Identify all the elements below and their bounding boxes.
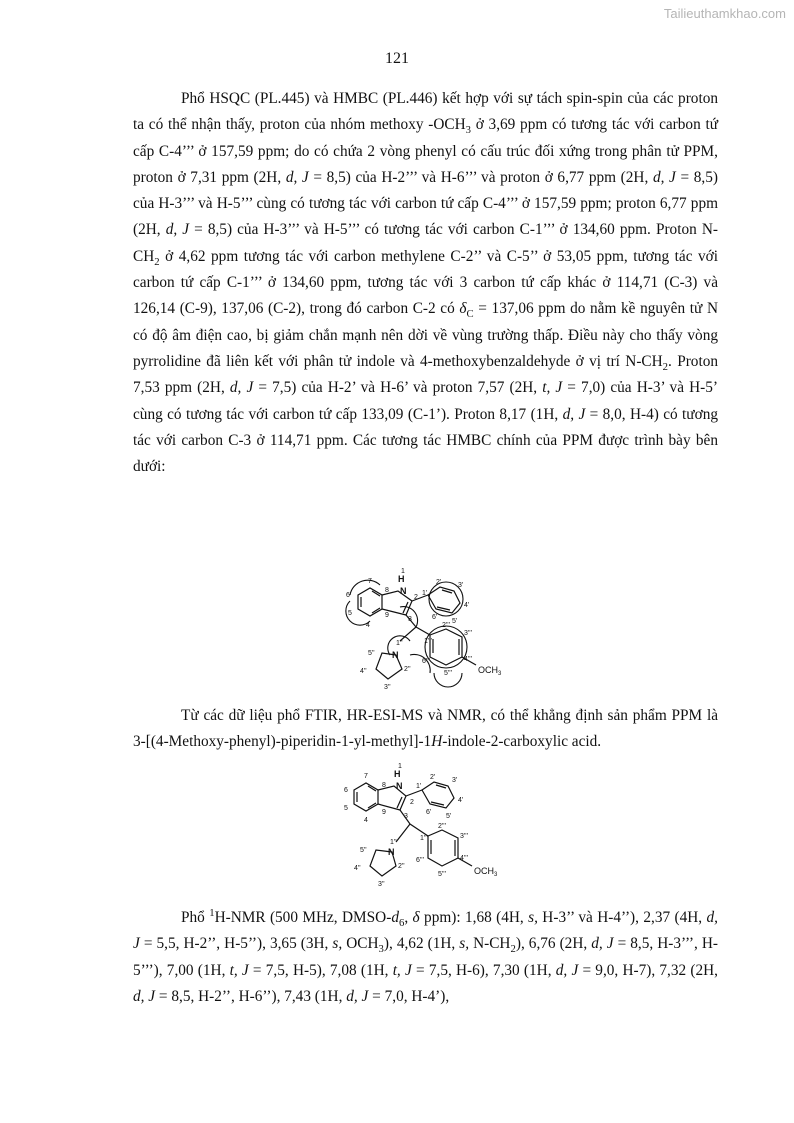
text-run: t, J <box>542 379 563 397</box>
atom-label: 5 <box>344 805 348 812</box>
paragraph-hmbc-analysis <box>133 86 718 480</box>
atom-label: 1' <box>416 783 422 790</box>
atom-label: 2''' <box>438 823 446 830</box>
atom-label: 9 <box>382 809 386 816</box>
text-run: C <box>466 308 474 321</box>
text-run: s, <box>528 909 538 926</box>
text-run: OCH <box>342 935 379 953</box>
text-run: = 8,5) của H-2’’’ và H-6’’’ và proton ở 6,77 ppm (2H, <box>308 168 653 186</box>
text-run: . Proton 7,53 ppm (2H, <box>133 352 718 397</box>
atom-label: 3'' <box>378 881 385 888</box>
text-run: d, J <box>133 909 718 953</box>
atom-label: 6''' <box>416 857 424 864</box>
atom-label: 2 <box>414 594 418 601</box>
text-run: t, J <box>392 961 412 979</box>
watermark: Tailieuthamkhao.com <box>663 6 786 21</box>
atom-label: 3''' <box>464 630 472 637</box>
text-run: d, J <box>555 961 579 979</box>
text-run: = 9,0, H-7), 7,32 (2H, <box>578 961 718 979</box>
indole-benzene-ring <box>354 783 378 811</box>
text-run: d, J <box>562 405 586 423</box>
text-run: H-NMR (500 MHz, DMSO- <box>214 909 392 926</box>
text-run: = 137,06 ppm do nằm kề nguyên tử N có độ âm điện cao, bị giảm chắn mạnh nên dời về vùng trường thấp. Điều này cho thấy vòng pyrrolidine đã liên kết với phân tử indole và 4-methoxybenzaldehyde ở vị trí N-CH <box>133 300 718 370</box>
atom-label: 1' <box>422 590 428 597</box>
text-run: = 7,0, H-4’), <box>368 987 450 1005</box>
text-run: 1 <box>209 906 215 919</box>
atom-label: 3' <box>458 582 464 589</box>
text-run: d, J <box>652 168 676 186</box>
text-run: ppm): 1,68 (4H, <box>419 909 529 926</box>
atom-label: 6 <box>346 592 350 599</box>
text-run: d, J <box>285 168 309 186</box>
page-number: 121 <box>385 50 409 67</box>
atom-label: 4 <box>366 622 370 629</box>
text-run: s, <box>459 935 470 953</box>
atom-label: 1 <box>398 763 402 770</box>
atom-label: 4'' <box>360 668 367 675</box>
atom-label: N <box>388 847 395 857</box>
text-run: = 8,0, H-4) có tương tác với carbon C-3 ở 114,71 ppm. Các tương tác HMBC chính của PPM được trình bày bên dưới: <box>133 405 718 476</box>
atom-label: 4'' <box>354 865 361 872</box>
atom-label: 8 <box>385 587 389 594</box>
text-run: d, J <box>346 987 369 1005</box>
methoxyphenyl-ring <box>430 629 462 665</box>
atom-label: 1'' <box>396 640 403 647</box>
text-run: d, J <box>165 221 190 239</box>
atom-label: 1''' <box>420 835 428 842</box>
text-run: d <box>391 909 399 926</box>
text-run: ở 4,62 ppm tương tác với carbon methylene C-2’’ và C-5’’ ở 53,05 ppm, tương tác với carbon tứ cấp C-1’’’ ở 134,60 ppm, tương tác với 3 carbon tứ cấp khác ở 114,71 (C-3) và 126,14 (C-9), 137,06 (C-2), trong đó carbon C-2 có <box>133 247 718 318</box>
paragraph-text <box>133 707 718 750</box>
text-run: 2 <box>662 361 669 374</box>
text-run: t, J <box>229 961 249 979</box>
atom-label: 3' <box>452 777 458 784</box>
atom-label: 5'' <box>368 650 375 657</box>
paragraph-text <box>133 90 718 475</box>
atom-label: 5 <box>348 610 352 617</box>
atom-label: 2' <box>430 774 436 781</box>
ppm-structure-figure <box>330 760 520 890</box>
text-run: 2 <box>510 943 516 956</box>
atom-label: 7 <box>368 578 372 585</box>
atom-label: 1''' <box>424 638 432 645</box>
text-run: = 8,5) của H-3’’’ và H-5’’’ có tương tác với carbon C-1’’’ ở 134,60 ppm. Proton N-CH <box>133 221 718 265</box>
text-run: Từ các dữ liệu phổ FTIR, HR-ESI-MS và NMR, có thể khẳng định sản phẩm PPM là 3-[(4-Methoxy-phenyl)-piperidin-1-yl-methyl]-1 <box>133 707 718 751</box>
atom-label: 6''' <box>422 658 430 665</box>
text-run: = 7,5, H-5), 7,08 (1H, <box>248 961 393 979</box>
atom-label: 6 <box>344 787 348 794</box>
text-run: = 8,5, H-3’’’, H-5’’’), 7,00 (1H, <box>133 935 719 979</box>
atom-label: 5'' <box>360 847 367 854</box>
atom-label: 1 <box>401 568 405 575</box>
paragraph-text <box>133 906 719 1005</box>
text-run: H-3’’ và H-4’’), 2,37 (4H, <box>537 909 707 926</box>
atom-label: 6' <box>426 809 432 816</box>
text-run: d, J <box>133 987 156 1005</box>
text-run: Phổ HSQC (PL.445) và HMBC (PL.446) kết hợp với sự tách spin-spin của các proton ta có thể nhận thấy, proton của nhóm methoxy -OCH <box>133 90 718 134</box>
paragraph-1h-nmr-data <box>133 905 718 1010</box>
text-run: = 7,5) của H-2’ và H-6’ và proton 7,57 (2H, <box>253 379 543 397</box>
atom-label: 5' <box>452 618 458 625</box>
atom-label: 4''' <box>464 656 472 663</box>
atom-label: N <box>396 781 403 791</box>
text-run: 6 <box>398 917 405 930</box>
text-run: s, <box>332 935 343 953</box>
atom-label: 3 <box>404 813 408 820</box>
hmbc-correlations-figure <box>330 565 520 693</box>
atom-label: 5''' <box>438 871 446 878</box>
text-run: = 8,5) của H-3’’’ và H-5’’’ cùng có tương tác với carbon tứ cấp C-4’’’ ở 157,59 ppm; proton 6,77 ppm (2H, <box>133 168 718 239</box>
text-run: 3 <box>378 943 384 956</box>
text-run: = 5,5, H-2’’, H-5’’), 3,65 (3H, <box>139 935 333 953</box>
methoxy-label: $OCH_3$ <box>478 665 502 677</box>
atom-label: 6' <box>432 614 438 621</box>
methoxy-label: $OCH_3$ <box>474 866 498 878</box>
text-run: , <box>404 909 413 926</box>
text-run: δ <box>459 300 467 318</box>
atom-label: 2''' <box>442 622 450 629</box>
text-run: ở 3,69 ppm có tương tác với carbon tứ cấp C-4’’’ ở 157,59 ppm; do có chứa 2 vòng phenyl có cấu trúc đối xứng trong phân tử PPM, proton ở 7,31 ppm (2H, <box>133 116 718 186</box>
text-run: 3 <box>465 124 471 137</box>
text-run: d, J <box>591 935 614 953</box>
text-run: = 8,5, H-2’’, H-6’’), 7,43 (1H, <box>155 987 347 1005</box>
indole-benzene-ring <box>358 588 382 616</box>
atom-label: 2'' <box>398 863 405 870</box>
atom-label: 3'' <box>384 684 391 691</box>
text-run: = 7,5, H-6), 7,30 (1H, <box>411 961 556 979</box>
atom-label: 2' <box>436 579 442 586</box>
text-run: ), 6,76 (2H, <box>515 935 592 953</box>
atom-label: 3 <box>408 616 412 623</box>
atom-label: H <box>394 769 401 779</box>
atom-label: 4''' <box>460 855 468 862</box>
atom-label: 2 <box>410 799 414 806</box>
text-run: = 7,0) của H-3’ và H-5’ cùng có tương tác với carbon tứ cấp 133,09 (C-1’). Proton 8,17 (1H, <box>133 379 718 423</box>
atom-label: 1'' <box>390 839 397 846</box>
atom-label: 4 <box>364 817 368 824</box>
atom-label: 4' <box>458 797 464 804</box>
atom-label: 8 <box>382 782 386 789</box>
text-run: H <box>431 733 443 751</box>
atom-label: N <box>400 586 407 596</box>
text-run: 2 <box>154 255 160 268</box>
paragraph-conclusion <box>133 703 718 756</box>
atom-label: 7 <box>364 773 368 780</box>
atom-label: 2'' <box>404 666 411 673</box>
atom-label: 9 <box>385 612 389 619</box>
text-run: δ <box>412 909 420 926</box>
text-run: ), 4,62 (1H, <box>383 935 460 953</box>
atom-label: H <box>398 574 405 584</box>
text-run: -indole-2-carboxylic acid. <box>442 733 602 751</box>
methoxyphenyl-ring <box>428 830 458 866</box>
atom-label: N <box>392 650 399 660</box>
text-run: d, J <box>229 379 254 397</box>
atom-label: 3''' <box>460 833 468 840</box>
hmbc-arrow <box>425 626 467 668</box>
atom-label: 4' <box>464 602 470 609</box>
text-run: Phổ <box>181 909 210 926</box>
atom-label: 5' <box>446 813 452 820</box>
atom-label: 5''' <box>444 670 452 677</box>
text-run: N-CH <box>469 935 511 953</box>
